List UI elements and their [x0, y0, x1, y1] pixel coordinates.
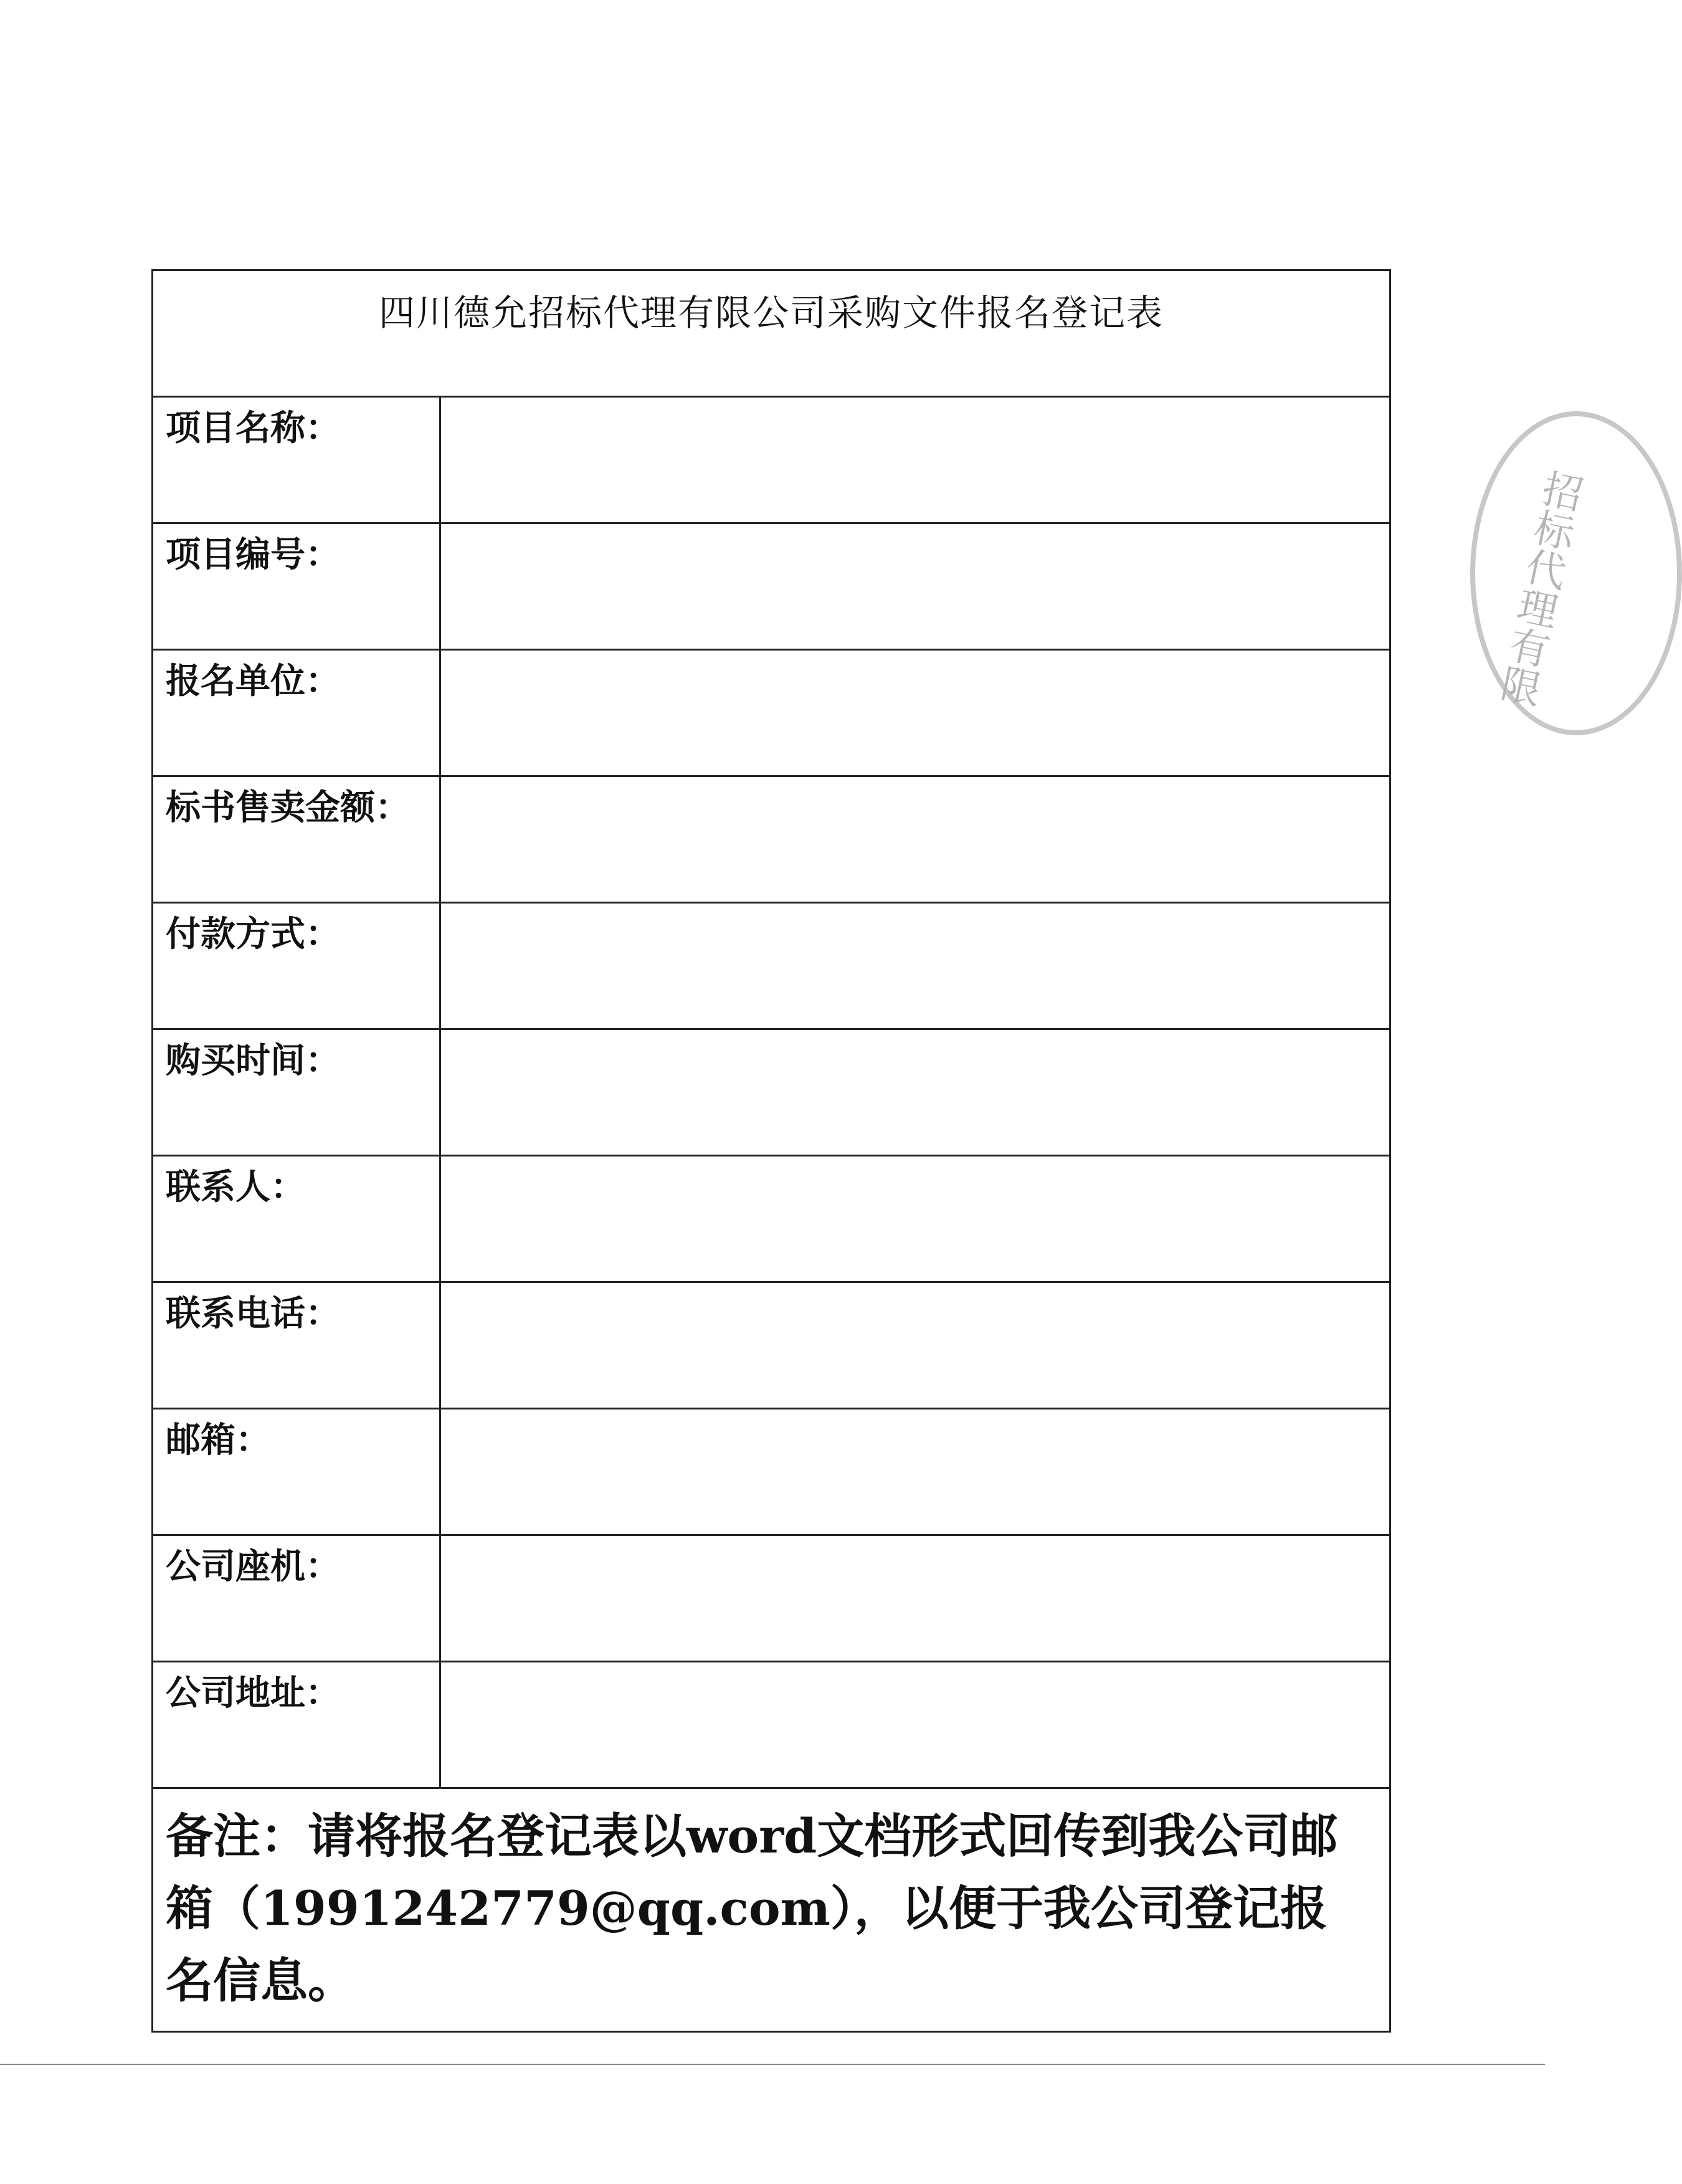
contact-person-label: 联系人：	[153, 1156, 441, 1281]
seal-text: 招标代理有限	[1491, 465, 1586, 710]
project-number-label: 项目编号：	[153, 524, 441, 649]
row-document-price	[153, 777, 1389, 904]
email-field[interactable]	[441, 1409, 1389, 1534]
email-label: 邮箱：	[153, 1409, 441, 1534]
row-company-address	[153, 1662, 1389, 1789]
row-project-number	[153, 524, 1389, 651]
company-phone-label: 公司座机：	[153, 1536, 441, 1661]
row-registrant-unit	[153, 651, 1389, 777]
contact-phone-field[interactable]	[441, 1283, 1389, 1408]
form-note: 备注：请将报名登记表以word文档形式回传到我公司邮箱（1991242779@qq.com），以便于我公司登记报名信息。	[166, 1808, 1338, 2008]
document-price-label: 标书售卖金额：	[153, 777, 441, 902]
payment-method-label: 付款方式：	[153, 904, 441, 1028]
contact-phone-label: 联系电话：	[153, 1283, 441, 1408]
row-contact-person	[153, 1156, 1389, 1283]
contact-person-field[interactable]	[441, 1156, 1389, 1281]
registration-form	[151, 269, 1391, 2033]
company-address-field[interactable]	[441, 1662, 1389, 1787]
payment-method-field[interactable]	[441, 904, 1389, 1028]
company-address-label: 公司地址：	[153, 1662, 441, 1787]
row-contact-phone	[153, 1283, 1389, 1409]
row-email	[153, 1409, 1389, 1536]
row-payment-method	[153, 904, 1389, 1030]
purchase-time-field[interactable]	[441, 1030, 1389, 1155]
project-name-field[interactable]	[441, 398, 1389, 522]
form-title: 四川德允招标代理有限公司采购文件报名登记表	[378, 292, 1164, 334]
company-phone-field[interactable]	[441, 1536, 1389, 1661]
form-rows	[153, 398, 1389, 1789]
registrant-unit-field[interactable]	[441, 651, 1389, 775]
purchase-time-label: 购买时间：	[153, 1030, 441, 1155]
registrant-unit-label: 报名单位：	[153, 651, 441, 775]
row-company-phone	[153, 1536, 1389, 1662]
project-number-field[interactable]	[441, 524, 1389, 649]
document-price-field[interactable]	[441, 777, 1389, 902]
form-title-row	[153, 271, 1389, 398]
project-name-label: 项目名称：	[153, 398, 441, 522]
row-project-name	[153, 398, 1389, 524]
row-purchase-time	[153, 1030, 1389, 1156]
page-bottom-rule	[0, 2064, 1545, 2065]
company-seal	[1470, 411, 1682, 735]
